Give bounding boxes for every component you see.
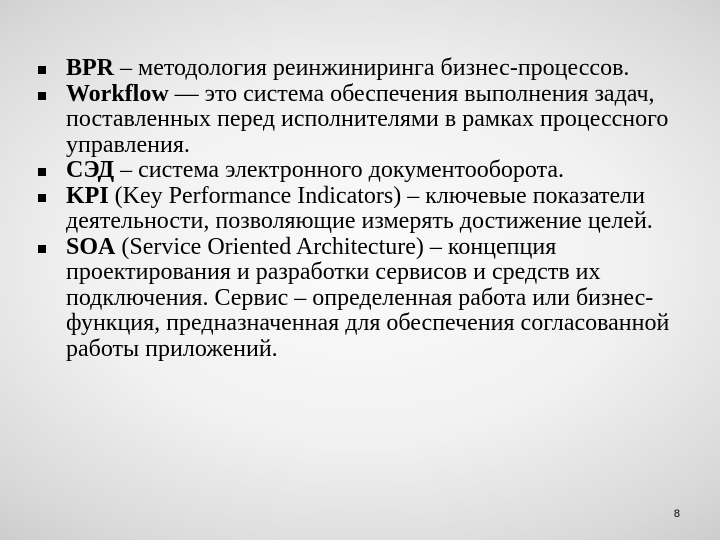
term-kpi: KPI [66, 182, 109, 209]
square-bullet-icon [38, 168, 46, 176]
definition-sed: – система электронного документооборота. [114, 157, 565, 183]
square-bullet-icon [38, 245, 46, 253]
definition-bpr: – методология реинжиниринга бизнес-процессов. [114, 55, 630, 81]
definition-kpi: (Key Performance Indicators) – ключевые показатели деятельности, позволяющие измерять достижение целей. [66, 182, 653, 234]
bullet-item-bpr [36, 56, 696, 82]
definition-workflow: — это система обеспечения выполнения задач, поставленных перед исполнителями в рамках процессного управления. [66, 80, 669, 158]
square-bullet-icon [38, 194, 46, 202]
definition-soa: (Service Oriented Architecture) – концепция проектирования и разработки сервисов и средств их подключения. Сервис – определенная работа или бизнес-функция, предназначенная для обеспечения согласованной работы приложений. [66, 233, 670, 362]
bullet-item-sed [36, 158, 696, 184]
term-soa: SOA [66, 233, 116, 260]
square-bullet-icon [38, 66, 46, 74]
term-workflow: Workflow [66, 80, 169, 107]
bullet-item-kpi [36, 184, 696, 235]
term-sed: СЭД [66, 157, 115, 183]
square-bullet-icon [38, 92, 46, 100]
bullet-item-workflow [36, 82, 696, 159]
bullet-list [36, 56, 696, 362]
term-bpr: BPR [66, 55, 114, 81]
slide-number: 8 [673, 508, 680, 520]
bullet-item-soa [36, 235, 696, 363]
